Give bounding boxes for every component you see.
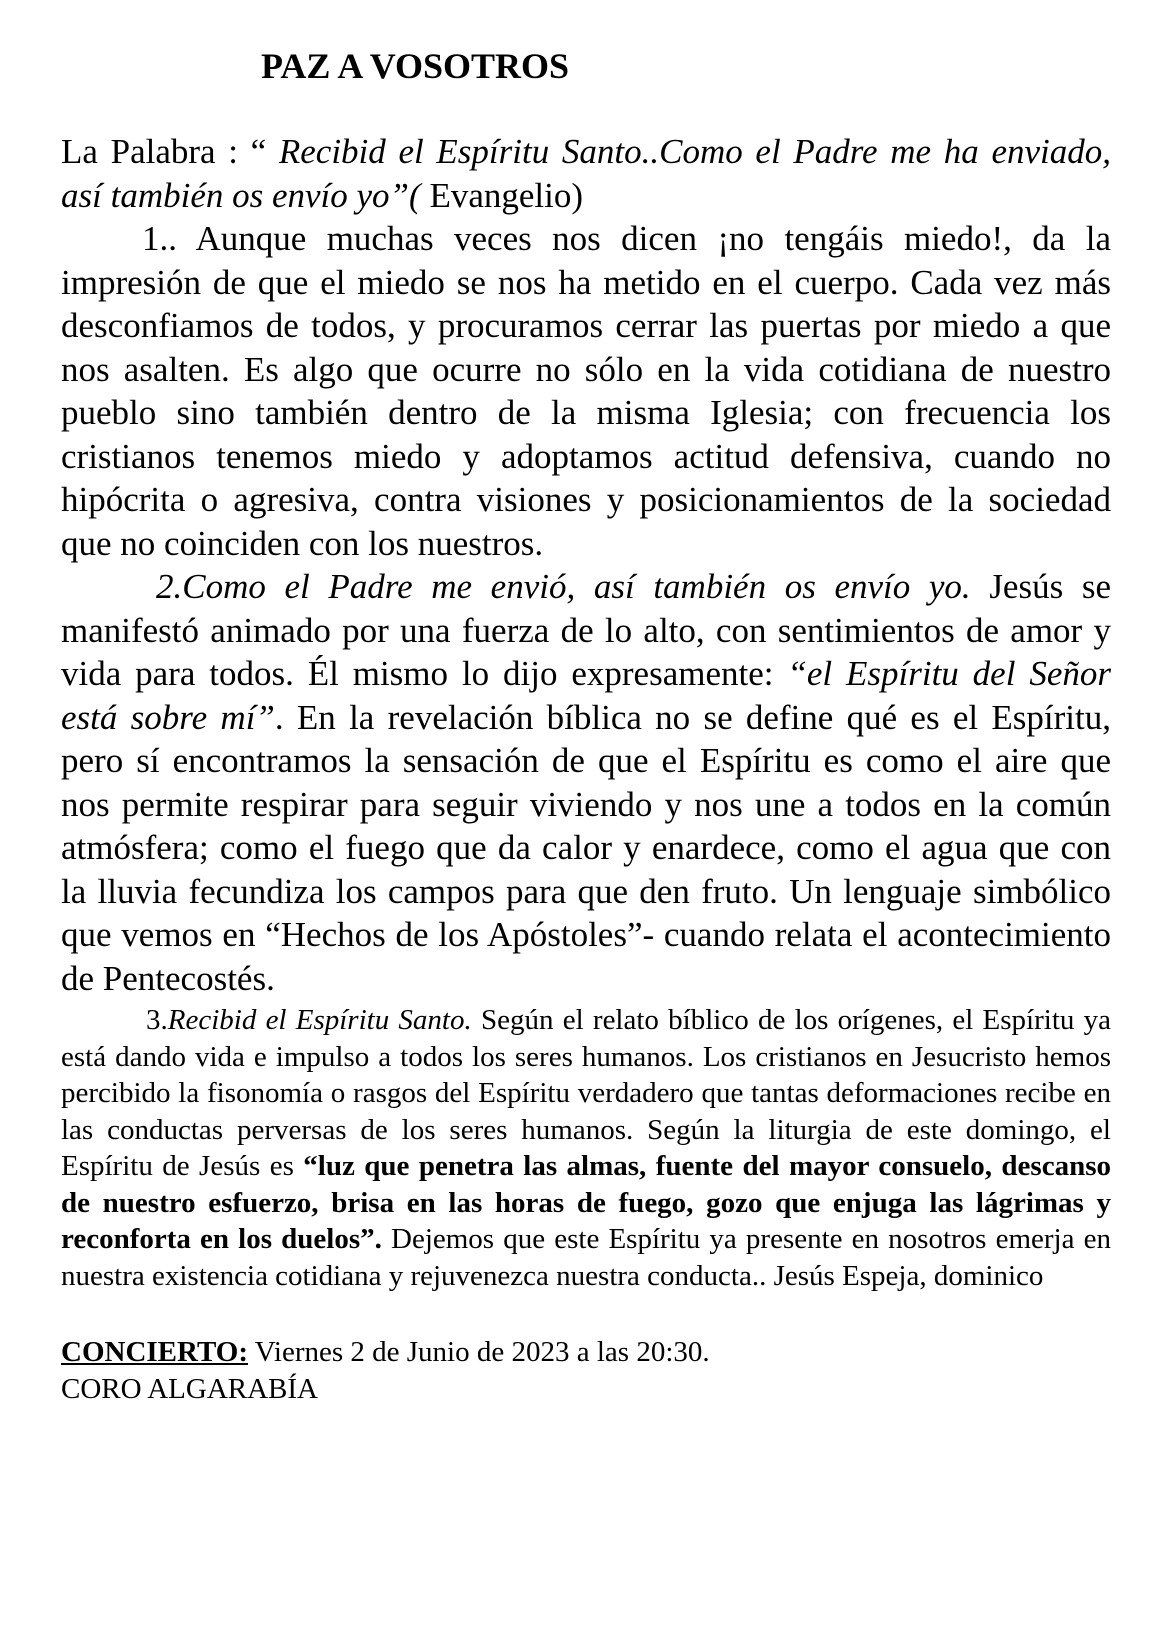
paragraph-2-text-2: . En la revelación bíblica no se define qué es el Espíritu, pero sí encontramos la sensación de que el Espíritu es como el aire que nos permite respirar para seguir viviendo y nos une a todos en la común atmósfera; como el fuego que da calor y enardece, como el agua que con la lluvia fecundiza los campos para que den fruto. Un lenguaje simbólico que vemos en “Hechos de los Apóstoles”- cuando relata el acontecimiento de Pentecostés. (61, 697, 1111, 998)
paragraph-2-lead: 2.Como el Padre me envió, así también os envío yo. (156, 567, 971, 606)
paragraph-1: 1.. Aunque muchas veces nos dicen ¡no tengáis miedo!, da la impresión de que el miedo se nos ha metido en el cuerpo. Cada vez más desconfiamos de todos, y procuramos cerrar las puertas por miedo a que nos asalten. Es algo que ocurre no sólo en la vida cotidiana de nuestro pueblo sino también dentro de la misma Iglesia; con frecuencia los cristianos tenemos miedo y adoptamos actitud defensiva, cuando no hipócrita o agresiva, contra visiones y posicionamientos de la sociedad que no coinciden con los nuestros. (61, 219, 1111, 563)
paragraph-3-text-1: Según el relato bíblico de los orígenes, el Espíritu ya está dando vida e impulso a todos los seres humanos. Los cristianos en Jesucristo hemos percibido la fisonomía o rasgos del Espíritu verdadero que tantas deformaciones recibe en las conductas perversas de los seres humanos. Según la liturgia de este domingo, el Espíritu de Jesús es (61, 1004, 1112, 1182)
concert-notice (61, 1334, 1111, 1407)
intro-quote: Recibid el Espíritu Santo..Como el Padre me ha enviado, así también os envío yo”( (61, 132, 1111, 215)
paragraph-3-lead: Recibid el Espíritu Santo. (167, 1004, 472, 1036)
paragraph-3-number: 3. (146, 1004, 168, 1036)
concert-label: CONCIERTO: (61, 1336, 248, 1368)
paragraph-3-bold-quote: “luz que penetra las almas, fuente del mayor consuelo, descanso de nuestro esfuerzo, brisa en las horas de fuego, gozo que enjuga las lágrimas y reconforta en los duelos”. (61, 1150, 1111, 1255)
paragraph-3 (61, 1002, 1111, 1294)
paragraph-2-text-1: Jesús se manifestó animado por una fuerza de lo alto, con sentimientos de amor y vida para todos. Él mismo lo dijo expresamente: (61, 567, 1111, 693)
intro-paragraph (61, 130, 1111, 217)
concert-line (61, 1334, 1111, 1371)
concert-choir: CORO ALGARABÍA (61, 1372, 318, 1405)
page-title: PAZ A VOSOTROS (261, 46, 570, 86)
paragraph-3-text-2: Dejemos que este Espíritu ya presente en nosotros emerja en nuestra existencia cotidiana y rejuvenezca nuestra conducta.. Jesús Espeja, dominico (61, 1223, 1111, 1292)
intro-source: Evangelio) (429, 175, 583, 215)
paragraph-2 (61, 565, 1111, 1000)
intro-prefix: La Palabra : “ (61, 132, 279, 171)
paragraph-2-quote: “el Espíritu del Señor está sobre mí” (61, 654, 1111, 737)
concert-details: Viernes 2 de Junio de 2023 a las 20:30. (247, 1336, 710, 1368)
